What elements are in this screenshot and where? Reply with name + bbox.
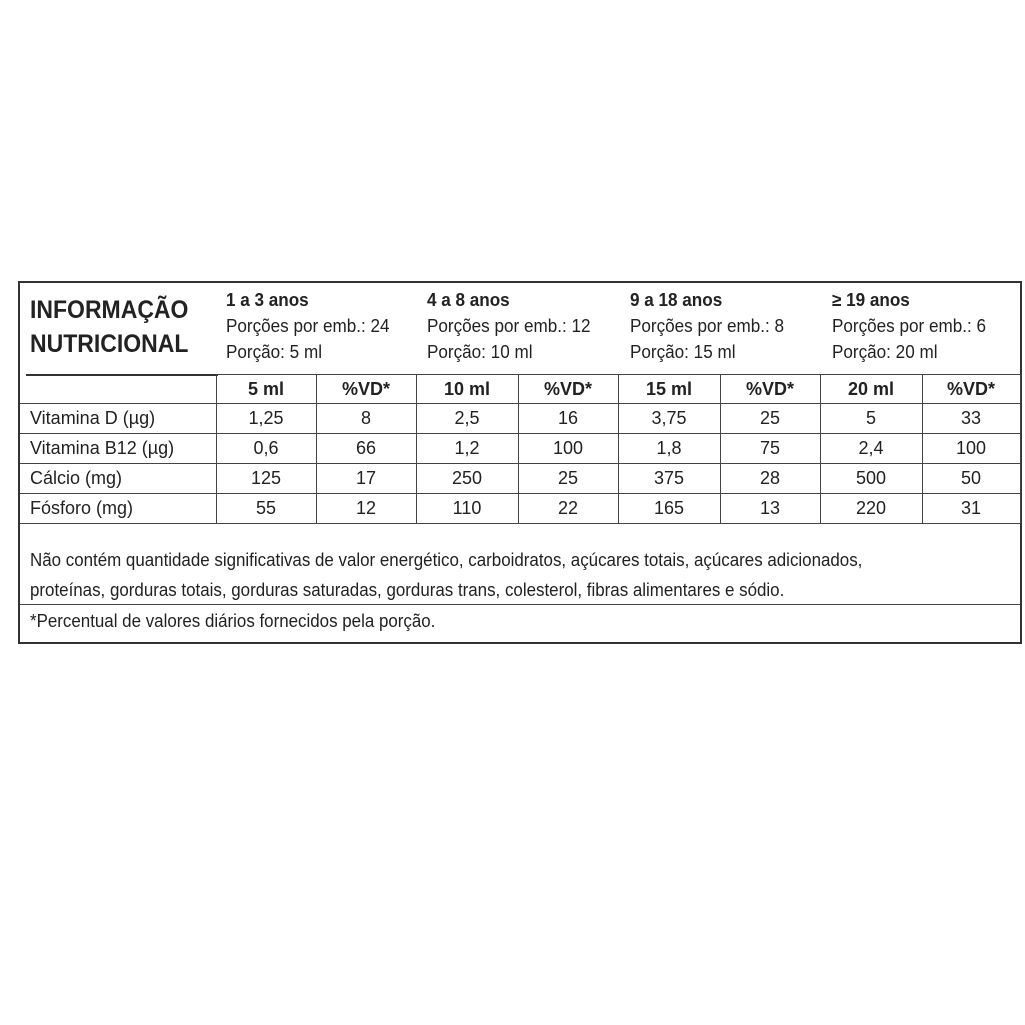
table-cell: 25 (518, 464, 618, 494)
nutrient-label: Fósforo (mg) (20, 494, 216, 524)
group-portion: Porção: 5 ml (226, 342, 322, 362)
table-cell: 12 (316, 494, 416, 524)
table-cell: 2,4 (820, 434, 922, 464)
table-cell: 1,8 (618, 434, 720, 464)
empty-header-cell (20, 375, 216, 404)
vd-header: %VD* (922, 375, 1020, 404)
table-cell: 66 (316, 434, 416, 464)
table-cell: 8 (316, 404, 416, 434)
table-row (20, 464, 1020, 494)
footnote-text: *Percentual de valores diários fornecidos pela porção. (30, 611, 436, 631)
group-header-4 (832, 287, 994, 365)
table-cell: 33 (922, 404, 1020, 434)
table-cell: 5 (820, 404, 922, 434)
group-portion: Porção: 15 ml (630, 342, 736, 362)
table-cell: 100 (518, 434, 618, 464)
amount-header: 15 ml (618, 375, 720, 404)
table-cell: 17 (316, 464, 416, 494)
nutrient-label: Vitamina B12 (µg) (20, 434, 216, 464)
table-cell: 2,5 (416, 404, 518, 434)
table-cell: 375 (618, 464, 720, 494)
column-header-row (20, 375, 1020, 404)
vd-header: %VD* (316, 375, 416, 404)
table-cell: 110 (416, 494, 518, 524)
amount-header: 5 ml (216, 375, 316, 404)
nutrient-label: Vitamina D (µg) (20, 404, 216, 434)
group-portion: Porção: 20 ml (832, 342, 938, 362)
group-age: ≥ 19 anos (832, 290, 910, 310)
group-header-3 (630, 287, 792, 365)
title-line-2: NUTRICIONAL (30, 330, 189, 358)
vd-header: %VD* (720, 375, 820, 404)
vd-header: %VD* (518, 375, 618, 404)
table-cell: 22 (518, 494, 618, 524)
amount-header: 10 ml (416, 375, 518, 404)
table-cell: 28 (720, 464, 820, 494)
group-portions: Porções por emb.: 6 (832, 316, 986, 336)
table-cell: 55 (216, 494, 316, 524)
table-cell: 1,25 (216, 404, 316, 434)
group-age: 4 a 8 anos (427, 290, 510, 310)
nutrition-table (20, 374, 1021, 524)
table-cell: 500 (820, 464, 922, 494)
nutrient-disclaimer (20, 535, 1020, 605)
group-portion: Porção: 10 ml (427, 342, 533, 362)
group-portions: Porções por emb.: 12 (427, 316, 591, 336)
table-cell: 50 (922, 464, 1020, 494)
table-cell: 1,2 (416, 434, 518, 464)
table-cell: 250 (416, 464, 518, 494)
title-line-1: INFORMAÇÃO (30, 296, 189, 324)
panel-title (30, 293, 210, 361)
group-age: 1 a 3 anos (226, 290, 309, 310)
group-portions: Porções por emb.: 8 (630, 316, 784, 336)
table-row (20, 494, 1020, 524)
table-cell: 220 (820, 494, 922, 524)
group-portions: Porções por emb.: 24 (226, 316, 390, 336)
vd-footnote (20, 607, 1020, 635)
table-cell: 31 (922, 494, 1020, 524)
group-header-1 (226, 287, 398, 365)
disclaimer-line-1: Não contém quantidade significativas de valor energético, carboidratos, açúcares totais, açúcares adicionados, (30, 550, 863, 570)
nutrient-label: Cálcio (mg) (20, 464, 216, 494)
table-cell: 100 (922, 434, 1020, 464)
table-cell: 0,6 (216, 434, 316, 464)
nutrition-facts-panel (18, 281, 1022, 644)
table-cell: 25 (720, 404, 820, 434)
disclaimer-line-2: proteínas, gorduras totais, gorduras saturadas, gorduras trans, colesterol, fibras alimentares e sódio. (30, 580, 785, 600)
table-cell: 16 (518, 404, 618, 434)
group-header-2 (427, 287, 599, 365)
table-cell: 3,75 (618, 404, 720, 434)
amount-header: 20 ml (820, 375, 922, 404)
table-cell: 75 (720, 434, 820, 464)
table-cell: 13 (720, 494, 820, 524)
table-row (20, 434, 1020, 464)
table-row (20, 404, 1020, 434)
table-cell: 165 (618, 494, 720, 524)
group-age: 9 a 18 anos (630, 290, 723, 310)
table-cell: 125 (216, 464, 316, 494)
